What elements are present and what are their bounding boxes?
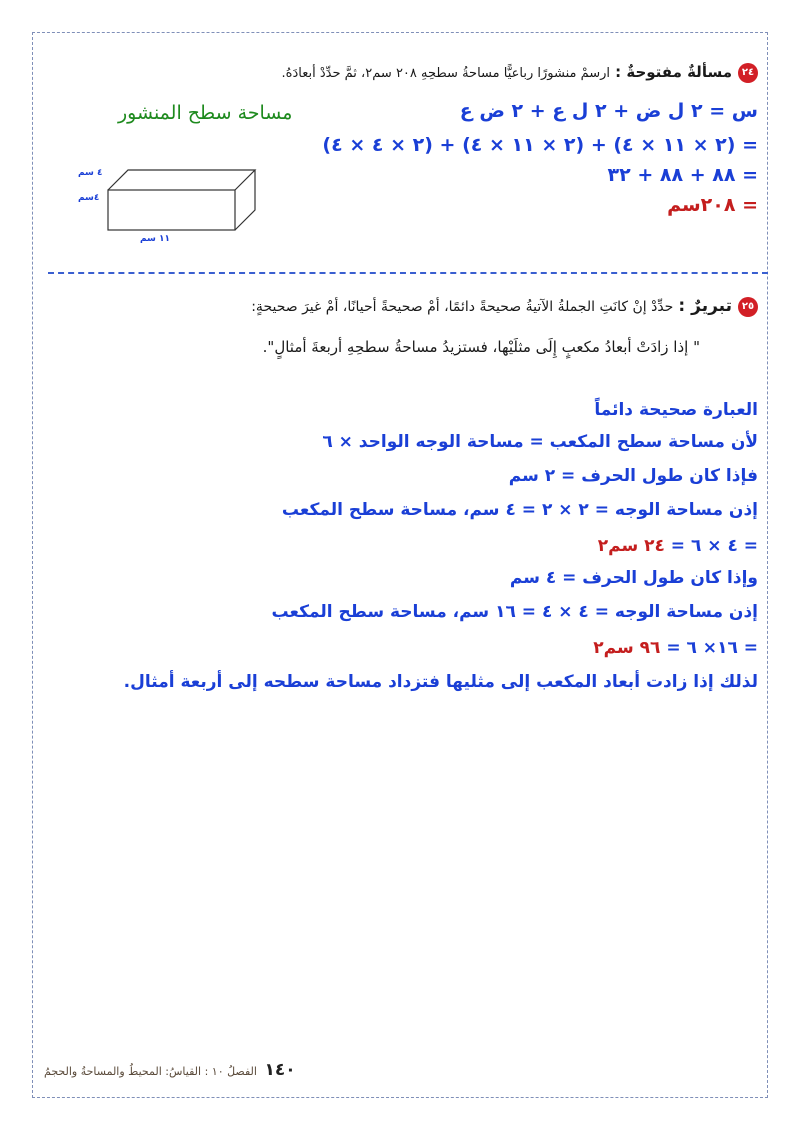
- question-number-badge: ٢٥: [738, 297, 758, 317]
- prism-length-label: ١١ سم: [140, 234, 171, 244]
- answer-line-3: فإذا كان طول الحرف = ٢ سم: [508, 466, 758, 486]
- question-statement: " إذا زادَتْ أبعادُ مكعبٍ إِلَى مثلَيْها، فستزيدُ مساحةُ سطحِهِ أربعةَ أمثالٍ".: [262, 338, 700, 356]
- answer-result: ٩٦ سم٢: [593, 638, 661, 658]
- solution-result: = ٢٠٨سم: [667, 194, 758, 216]
- answer-result: ٢٤ سم٢: [597, 536, 665, 556]
- answer-line-4: إذن مساحة الوجه = ٢ × ٢ = ٤ سم، مساحة سطح المكعب: [281, 500, 758, 520]
- answer-line-8: [593, 638, 758, 658]
- answer-line-1: العبارة صحيحة دائماً: [594, 400, 758, 420]
- answer-line-6: وإذا كان طول الحرف = ٤ سم: [509, 568, 758, 588]
- page-number: ١٤٠: [264, 1060, 296, 1080]
- formula-label: مساحة سطح المنشور: [118, 102, 293, 124]
- answer-conclusion: لذلك إذا زادت أبعاد المكعب إلى مثليها فتزداد مساحة سطحه إلى أربعة أمثال.: [123, 672, 758, 692]
- question-number-badge: ٢٤: [738, 63, 758, 83]
- question-prompt: ارسمْ منشورًا رباعيًّا مساحةُ سطحِهِ ٢٠٨ سم٢، ثمَّ حدِّدْ أبعادَهُ.: [281, 66, 611, 81]
- chapter-title: الفصلُ ١٠ : القياسُ: المحيطُ والمساحةُ والحجمُ: [44, 1065, 257, 1078]
- prism-width-label: ٤سم: [78, 193, 100, 203]
- section-divider: [48, 272, 768, 274]
- question-title: تبريرٌ :: [678, 296, 732, 316]
- answer-line-5: [598, 536, 758, 556]
- solution-step-2: = ٨٨ + ٨٨ + ٣٢: [607, 164, 758, 186]
- answer-line-2: لأن مساحة سطح المكعب = مساحة الوجه الواحد × ٦: [322, 432, 758, 452]
- answer-line-7: إذن مساحة الوجه = ٤ × ٤ = ١٦ سم، مساحة سطح المكعب: [271, 602, 758, 622]
- solution-step-1: = (٢ × ١١ × ٤) + (٢ × ١١ × ٤) + (٢ × ٤ × ٤): [322, 134, 758, 156]
- question-25-header: [251, 296, 758, 317]
- answer-expression: = ٤ × ٦ =: [664, 536, 758, 556]
- answer-expression: = ١٦× ٦ =: [660, 638, 758, 658]
- question-title: مسألةٌ مفتوحةٌ :: [615, 63, 732, 81]
- question-prompt: حدِّدْ إنْ كانَتِ الجملةُ الآتيةُ صحيحةً دائمًا، أمْ صحيحةً أحيانًا، أمْ غيرَ صحيحةٍ:: [251, 299, 674, 315]
- surface-area-formula: س = ٢ ل ض + ٢ ل ع + ٢ ض ع: [459, 100, 758, 122]
- question-24-header: [282, 62, 758, 83]
- prism-height-label: ٤ سم: [78, 168, 103, 178]
- page-footer: [44, 1060, 296, 1080]
